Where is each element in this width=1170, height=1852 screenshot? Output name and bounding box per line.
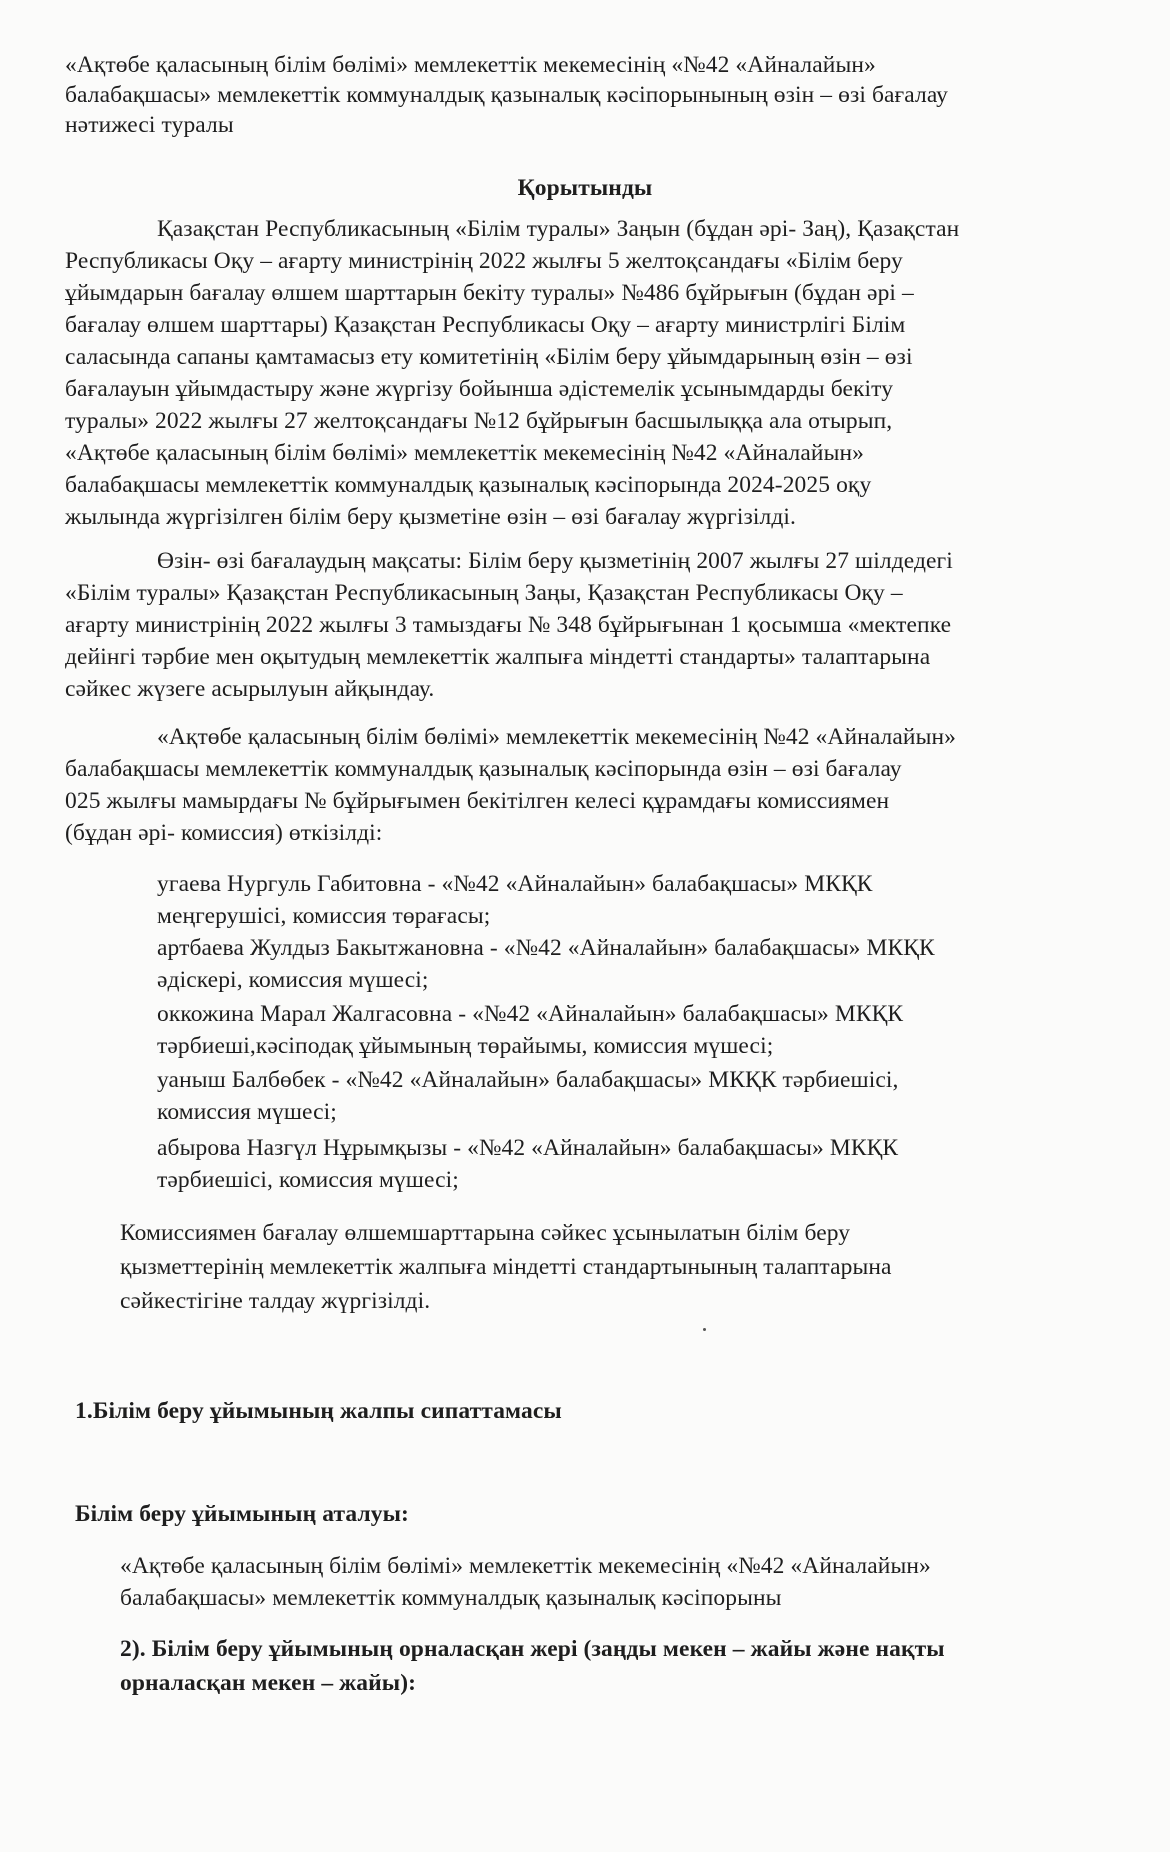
paragraph-line: ағарту министрінің 2022 жылғы 3 тамыздағы № 348 бұйрығынан 1 қосымша «мектепке [65,612,952,638]
member-line: әдіскері, комиссия мүшесі; [157,967,429,993]
paragraph-line: «Білім туралы» Қазақстан Республикасының Заңы, Қазақстан Республикасы Оқу – [65,580,903,606]
member-line: меңгерушісі, комиссия төрағасы; [157,903,491,929]
paragraph-line: жылында жүргізілген білім беру қызметіне өзін – өзі бағалау жүргізілді. [65,504,797,530]
header-line: «Ақтөбе қаласының білім бөлімі» мемлекеттік мекемесінің «№42 «Айналайын» [65,52,876,78]
paragraph-line: 2). Білім беру ұйымының орналасқан жері (заңды мекен – жайы және нақты [120,1636,945,1662]
section-heading: 1.Білім беру ұйымының жалпы сипаттамасы [75,1398,562,1424]
paragraph-line: Комиссиямен бағалау өлшемшарттарына сәйкес ұсынылатын білім беру [120,1220,851,1246]
paragraph-line: сәйкес жүзеге асырылуын айқындау. [65,676,435,702]
member-line: оккожина Марал Жалгасовна - «№42 «Айналайын» балабақшасы» МКҚК [157,1001,904,1027]
paragraph-line: Өзін- өзі бағалаудың мақсаты: Білім беру қызметінің 2007 жылғы 27 шілдедегі [157,548,953,574]
header-line: балабақшасы» мемлекеттік коммуналдық қазыналық кәсіпорынының өзін – өзі бағалау [65,82,949,108]
member-line: уаныш Балбөбек - «№42 «Айналайын» балабақшасы» МКҚК тәрбиешісі, [157,1067,899,1093]
header-line: нәтижесі туралы [65,112,234,138]
document-title: Қорытынды [517,175,653,201]
paragraph-line: сәйкестігіне талдау жүргізілді. [120,1288,431,1314]
paragraph-line: балабақшасы» мемлекеттік коммуналдық қазыналық кәсіпорыны [120,1585,782,1611]
paragraph-line: балабақшасы мемлекеттік коммуналдық қазыналық кәсіпорында 2024-2025 оқу [65,472,872,498]
paragraph-line: Республикасы Оқу – ағарту министрінің 2022 жылғы 5 желтоқсандағы «Білім беру [65,248,903,274]
section-subheading: Білім беру ұйымының аталуы: [75,1501,409,1527]
member-line: тәрбиешісі, комиссия мүшесі; [157,1167,459,1193]
paragraph-line: бағалауын ұйымдастыру және жүргізу бойынша әдістемелік ұсынымдарды бекіту [65,376,894,402]
paragraph-line: «Ақтөбе қаласының білім бөлімі» мемлекеттік мекемесінің «№42 «Айналайын» [120,1553,931,1579]
paragraph-line: «Ақтөбе қаласының білім бөлімі» мемлекеттік мекемесінің №42 «Айналайын» [65,440,865,466]
paragraph-line: бағалау өлшем шарттары) Қазақстан Республикасы Оқу – ағарту министрлігі Білім [65,312,906,338]
member-line: тәрбиеші,кәсіподақ ұйымының төрайымы, комиссия мүшесі; [157,1033,774,1059]
paragraph-line: Қазақстан Республикасының «Білім туралы» Заңын (бұдан әрі- Заң), Қазақстан [157,216,960,242]
paragraph-line: туралы» 2022 жылғы 27 желтоқсандағы №12 бұйрығын басшылыққа ала отырып, [65,408,893,434]
paragraph-line: «Ақтөбе қаласының білім бөлімі» мемлекеттік мекемесінің №42 «Айналайын» [157,724,957,750]
paragraph-line: саласында сапаны қамтамасыз ету комитетінің «Білім беру ұйымдарының өзін – өзі [65,344,913,370]
paragraph-line: орналасқан мекен – жайы): [120,1670,417,1696]
member-line: комиссия мүшесі; [157,1099,337,1125]
paragraph-line: балабақшасы мемлекеттік коммуналдық қазыналық кәсіпорында өзін – өзі бағалау [65,756,902,782]
scan-speck [703,1328,706,1331]
paragraph-line: 025 жылғы мамырдағы № бұйрығымен бекітілген келесі құрамдағы комиссиямен [65,788,890,814]
paragraph-line: ұйымдарын бағалау өлшем шарттарын бекіту туралы» №486 бұйрығын (бұдан әрі – [65,280,914,306]
paragraph-line: дейінгі тәрбие мен оқытудың мемлекеттік жалпыға міндетті стандарты» талаптарына [65,644,931,670]
paragraph-line: қызметтерінің мемлекеттік жалпыға міндетті стандартынының талаптарына [120,1254,892,1280]
paragraph-line: (бұдан әрі- комиссия) өткізілді: [65,820,383,846]
member-line: абырова Назгүл Нұрымқызы - «№42 «Айналайын» балабақшасы» МКҚК [157,1135,899,1161]
member-line: угаева Нургуль Габитовна - «№42 «Айналайын» балабақшасы» МКҚК [157,871,873,897]
member-line: артбаева Жулдыз Бакытжановна - «№42 «Айналайын» балабақшасы» МКҚК [157,935,935,961]
